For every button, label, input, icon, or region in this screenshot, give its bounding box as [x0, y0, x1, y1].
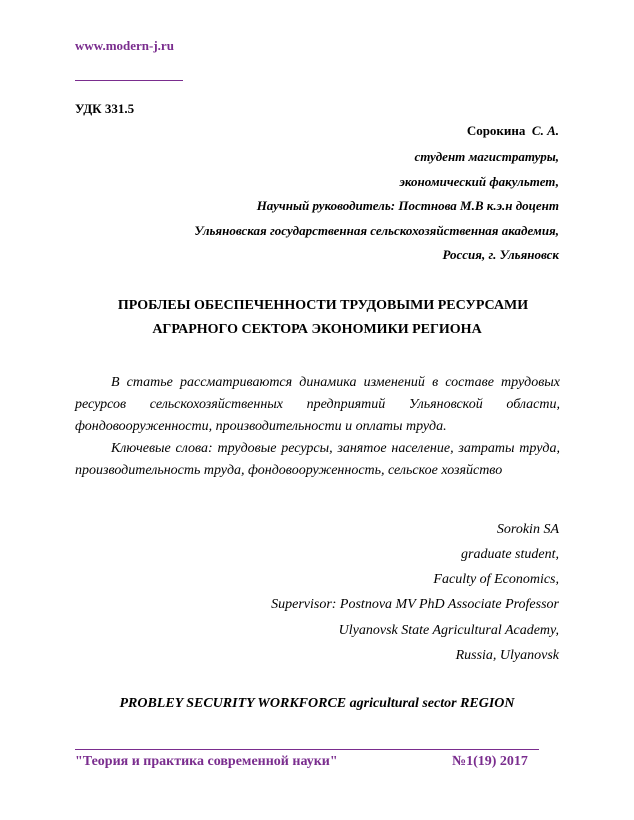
issue-number: №1(19) 2017 — [452, 754, 528, 769]
udk-code: УДК 331.5 — [75, 101, 135, 116]
paper-title-ru-line1: ПРОБЛЕЫ ОБЕСПЕЧЕННОСТИ ТРУДОВЫМИ РЕСУРСАМИ — [117, 298, 529, 313]
location-en: Russia, Ulyanovsk — [455, 648, 559, 663]
abstract-ru — [75, 372, 560, 482]
author-initials: С. А. — [531, 123, 559, 138]
supervisor-ru: Научный руководитель: Постнова М.В к.э.н доцент — [256, 198, 559, 213]
paper-title-ru-line2: АГРАРНОГО СЕКТОРА ЭКОНОМИКИ РЕГИОНА — [152, 322, 482, 337]
author-faculty-en: Faculty of Economics, — [433, 572, 559, 587]
location-ru: Россия, г. Ульяновск — [442, 247, 559, 262]
abstract-text: В статье рассматриваются динамика изменений в составе трудовых ресурсов сельскохозяйственных предприятий Ульяновской области, фондовооруженности, производительности и оплаты труда. — [75, 375, 560, 434]
author-surname: Сорокина — [466, 123, 526, 138]
paper-title-en: PROBLEY SECURITY WORKFORCE agricultural sector REGION — [119, 696, 515, 711]
author-position-en: graduate student, — [461, 547, 559, 562]
author-name-en: Sorokin SA — [496, 522, 559, 537]
supervisor-en: Supervisor: Postnova MV PhD Associate Professor — [271, 597, 559, 612]
author-faculty-ru: экономический факультет, — [399, 174, 559, 189]
author-position-ru: студент магистратуры, — [414, 149, 559, 164]
footer-divider — [75, 749, 539, 750]
journal-name: "Теория и практика современной науки" — [75, 754, 338, 769]
header-divider — [75, 80, 183, 81]
site-link[interactable]: www.modern-j.ru — [75, 38, 174, 53]
institution-en: Ulyanovsk State Agricultural Academy, — [338, 623, 559, 638]
institution-ru: Ульяновская государственная сельскохозяйственная академия, — [194, 223, 559, 238]
author-name-ru — [467, 123, 559, 139]
keywords-ru: Ключевые слова: трудовые ресурсы, занятое население, затраты труда, производительность труда, фондовооруженность, сельское хозяйство — [75, 441, 560, 478]
